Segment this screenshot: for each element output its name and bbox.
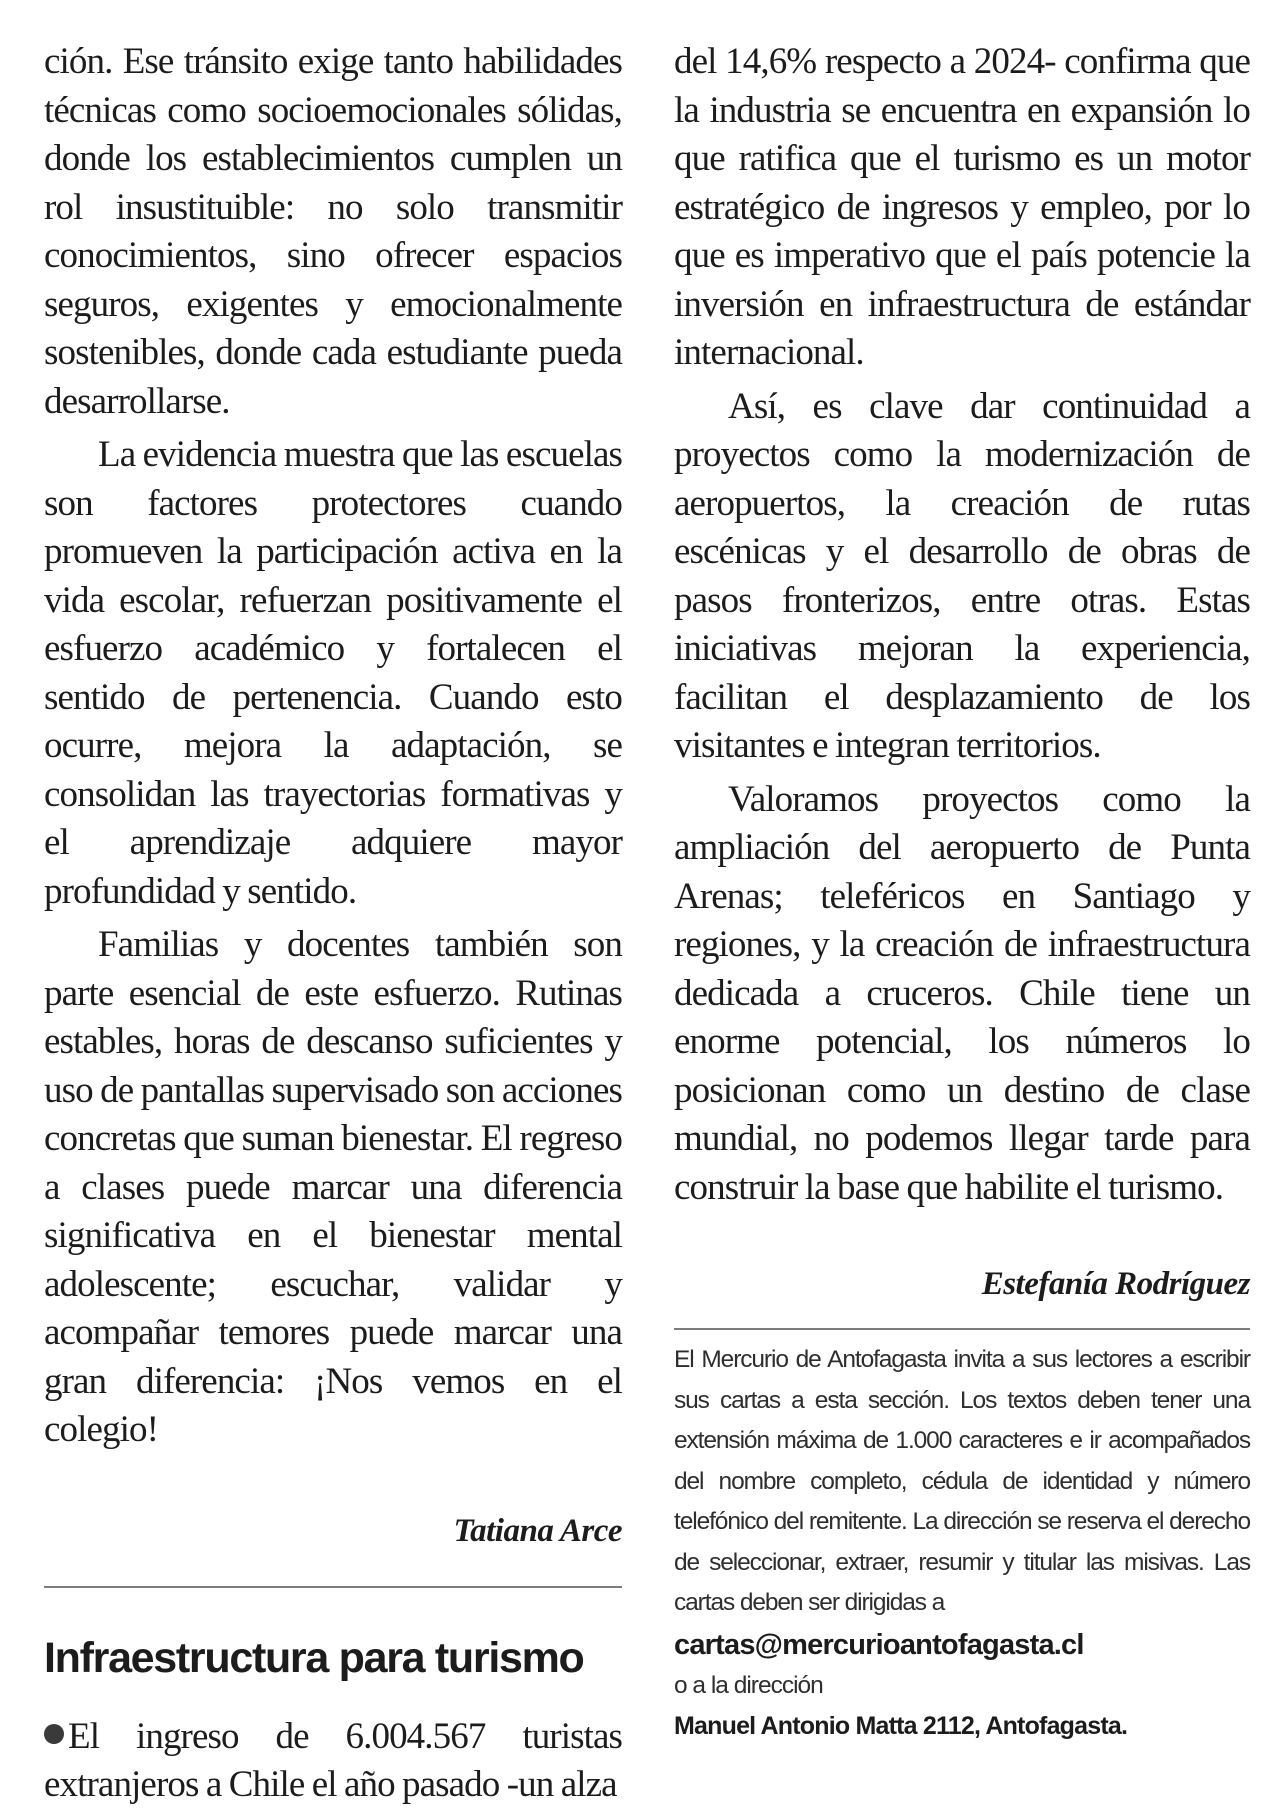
letter-paragraph: Familias y docentes también son parte esencial de este esfuerzo. Rutinas estables, horas de descanso suficientes y uso de pantallas supervisado son acciones concretas que suman bienestar. El regreso a clases puede marcar una diferencia significativa en el bienestar mental adolescente; escuchar, validar y acompañar temores puede marcar una gran diferencia: ¡Nos vemos en el colegio! [44,924,622,1450]
reader-notice [674,1340,1250,1746]
letter-signature: Tatiana Arce [453,1512,622,1549]
address-intro: o a la dirección [674,1671,823,1699]
letter-paragraph: del 14,6% respecto a 2024- confirma que la industria se encuentra en expansión lo que ratifica que el turismo es un motor estratégico de ingresos y empleo, por lo que es imperativo que el país potencie la inversión en infraestructura de estándar internacional. [674,41,1250,373]
letter-signature: Estefanía Rodríguez [981,1266,1250,1302]
right-column [674,38,1250,1746]
letter-lead-paragraph [44,1713,622,1810]
contact-email-link[interactable]: cartas@mercurioantofagasta.cl [674,1628,1084,1661]
section-divider [44,1586,622,1588]
left-column [44,38,622,1810]
bullet-icon [44,1724,64,1744]
letter-paragraph: La evidencia muestra que las escuelas son factores protectores cuando promueven la participación activa en la vida escolar, refuerzan positivamente el esfuerzo académico y fortalecen el sentido de pertenencia. Cuando esto ocurre, mejora la adaptación, se consolidan las trayectorias formativas y el aprendizaje adquiere mayor profundidad y sentido. [44,434,622,912]
letter-paragraph: ción. Ese tránsito exige tanto habilidades técnicas como socioemocionales sólidas, donde los establecimientos cumplen un rol insustituible: no solo transmitir conocimientos, sino ofrecer espacios seguros, exigentes y emocionalmente sostenibles, donde cada estudiante pueda desarrollarse. [44,41,622,422]
reader-notice-text: El Mercurio de Antofagasta invita a sus lectores a escribir sus cartas a esta sección. Los textos deben tener una extensión máxima de 1.000 caracteres e ir acompañados del nombre completo, cédula de identidad y número telefónico del remitente. La dirección se reserva el derecho de seleccionar, extraer, resumir y titular las misivas. Las cartas deben ser dirigidas a [674,1346,1250,1616]
letter-headline: Infraestructura para turismo [44,1633,584,1682]
letter-paragraph: Valoramos proyectos como la ampliación del aeropuerto de Punta Arenas; teleféricos en Santiago y regiones, y la creación de infraestructura dedicada a cruceros. Chile tiene un enorme potencial, los números lo posicionan como un destino de clase mundial, no podemos llegar tarde para construir la base que habilite el turismo. [674,778,1250,1208]
section-divider [674,1328,1250,1330]
postal-address: Manuel Antonio Matta 2112, Antofagasta. [674,1711,1128,1740]
letter-paragraph: Así, es clave dar continuidad a proyectos como la modernización de aeropuertos, la creación de rutas escénicas y el desarrollo de obras de pasos fronterizos, entre otras. Estas iniciativas mejoran la experiencia, facilitan el desplazamiento de los visitantes e integran territorios. [674,385,1250,766]
letter-lead-text: El ingreso de 6.004.567 turistas extranjeros a Chile el año pasado -un alza [44,1715,622,1805]
